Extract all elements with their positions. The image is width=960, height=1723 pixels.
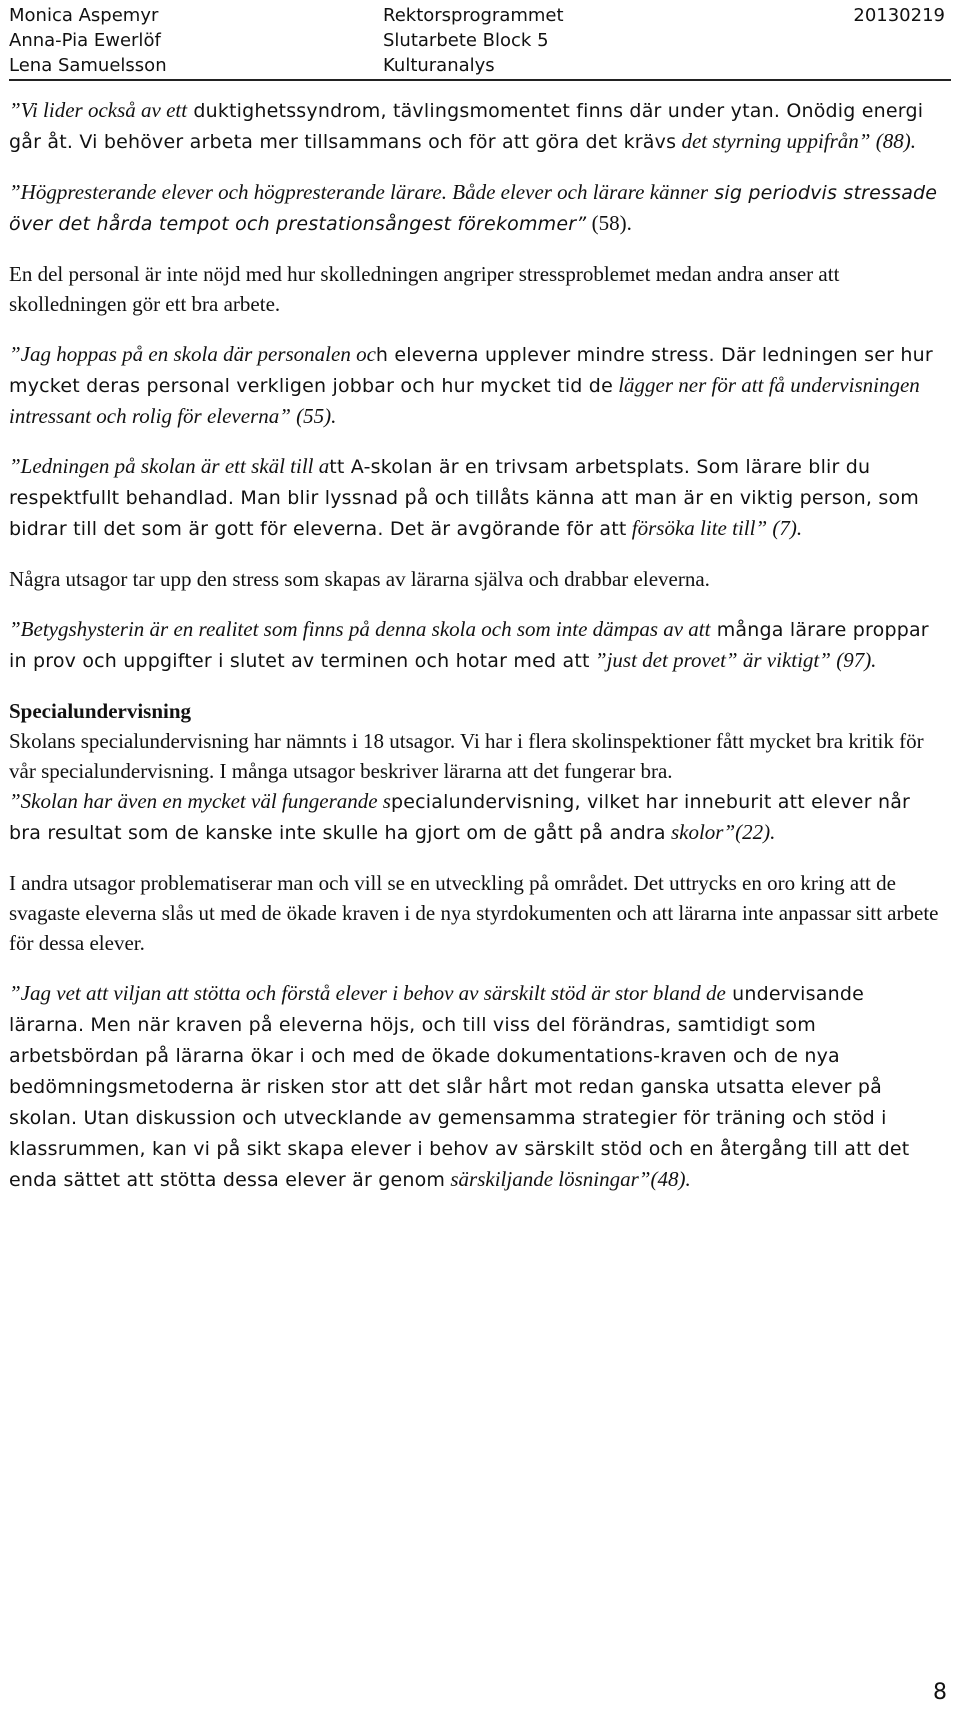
body-text: (58). xyxy=(586,211,632,235)
quote-paragraph xyxy=(9,339,939,431)
quote-text: sig periodvis stressade över det hårda tempot och prestationsångest förekommer” xyxy=(9,182,938,235)
quote-text: lägger ner för att få undervisningen intressant och rolig för eleverna” (55). xyxy=(9,373,920,428)
course-info xyxy=(383,3,564,78)
quote-paragraph xyxy=(9,614,939,676)
subject-name: Kulturanalys xyxy=(383,55,495,76)
body-text: tt A-skolan är en trivsam arbetsplats. Som lärare blir du respektfullt behandlad. Man blir lyssnad på och tillåts känna att man är en viktig person, som bidrar till det som är gott för eleverna. Det är avgörande för att xyxy=(9,456,920,540)
body-text: duktighetssyndrom, tävlingsmomentet finns där under ytan. Onödig energi går åt. Vi behöver arbeta mer tillsammans och för att göra det krävs xyxy=(9,100,924,153)
document-date: 20130219 xyxy=(853,5,945,26)
author-name: Monica Aspemyr xyxy=(9,5,159,26)
page-number: 8 xyxy=(933,1680,947,1705)
quote-text: ”Skolan har även en mycket väl fungerande s xyxy=(9,789,391,813)
body-paragraph: En del personal är inte nöjd med hur skolledningen angriper stressproblemet medan andra anser att skolledningen gör ett bra arbete. xyxy=(9,262,840,316)
author-name: Anna-Pia Ewerlöf xyxy=(9,30,161,51)
authors xyxy=(9,3,167,78)
quote-paragraph xyxy=(9,177,939,239)
quote-paragraph xyxy=(9,451,939,544)
section-heading xyxy=(9,696,939,726)
body-text: h eleverna upplever mindre stress. Där ledningen ser hur mycket deras personal verkligen jobbar och hur mycket tid de xyxy=(9,344,933,397)
body-paragraph: Skolans specialundervisning har nämnts i 18 utsagor. Vi har i flera skolinspektioner fått mycket bra kritik för vår specialundervisning. I många utsagor beskriver lärarna att det fungerar bra. xyxy=(9,729,924,783)
quote-text: ”Jag vet att viljan att stötta och förstå elever i behov av särskilt stöd är stor bland de xyxy=(9,981,726,1005)
quote-text: ”Betygshysterin är en realitet som finns på denna skola och som inte dämpas av att xyxy=(9,617,711,641)
quote-text: försöka lite till” (7). xyxy=(626,516,803,540)
block-name: Slutarbete Block 5 xyxy=(383,30,549,51)
quote-text: ”Ledningen på skolan är ett skäl till a xyxy=(9,454,330,478)
body-text: pecialundervisning, vilket har inneburit att elever når bra resultat som de kanske inte skulle ha gjort om de gått på andra xyxy=(9,791,911,844)
author-name: Lena Samuelsson xyxy=(9,55,167,76)
quote-paragraph xyxy=(9,95,939,157)
program-name: Rektorsprogrammet xyxy=(383,5,564,26)
body-text: undervisande lärarna. Men när kraven på eleverna höjs, och till viss del förändras, samtidigt som arbetsbördan på lärarna ökar i och med de ökade dokumentations-kraven och de nya bedömningsmetoderna är risken stor att det slår hårt mot redan ganska utsatta elever på skolan. Utan diskussion och utvecklande av gemensamma strategier för träning och stöd i klassrummen, kan vi på sikt skapa elever i behov av särskilt stöd och en återgång till att det enda sättet att stötta dessa elever är genom xyxy=(9,983,910,1191)
quote-text: skolor”(22). xyxy=(665,820,776,844)
quote-text: särskiljande lösningar”(48). xyxy=(445,1167,691,1191)
quote-text: ”Högpresterande elever och högpresterande lärare. Både elever och lärare känner xyxy=(9,180,709,204)
quote-paragraph xyxy=(9,978,939,1195)
heading-text: Specialundervisning xyxy=(9,699,192,723)
quote-text: ”Jag hoppas på en skola där personalen oc xyxy=(9,342,376,366)
body-paragraph: Några utsagor tar upp den stress som skapas av lärarna själva och drabbar eleverna. xyxy=(9,567,710,591)
body-paragraph: I andra utsagor problematiserar man och vill se en utveckling på området. Det uttrycks en oro kring att de svagaste eleverna slås ut med de ökade kraven i de nya styrdokumenten och att lärarna inte anpassar sitt arbete för dessa elever. xyxy=(9,871,939,955)
body-text: många lärare proppar in prov och uppgifter i slutet av terminen och hotar med att xyxy=(9,619,929,672)
quote-text: det styrning uppifrån” (88). xyxy=(676,129,916,153)
quote-text: ”Vi lider också av ett xyxy=(9,98,188,122)
header-date-col xyxy=(853,3,945,28)
page-header xyxy=(9,0,951,81)
document-body xyxy=(9,95,939,1215)
quote-paragraph xyxy=(9,786,939,848)
quote-text: ”just det provet” är viktigt” (97). xyxy=(589,648,877,672)
